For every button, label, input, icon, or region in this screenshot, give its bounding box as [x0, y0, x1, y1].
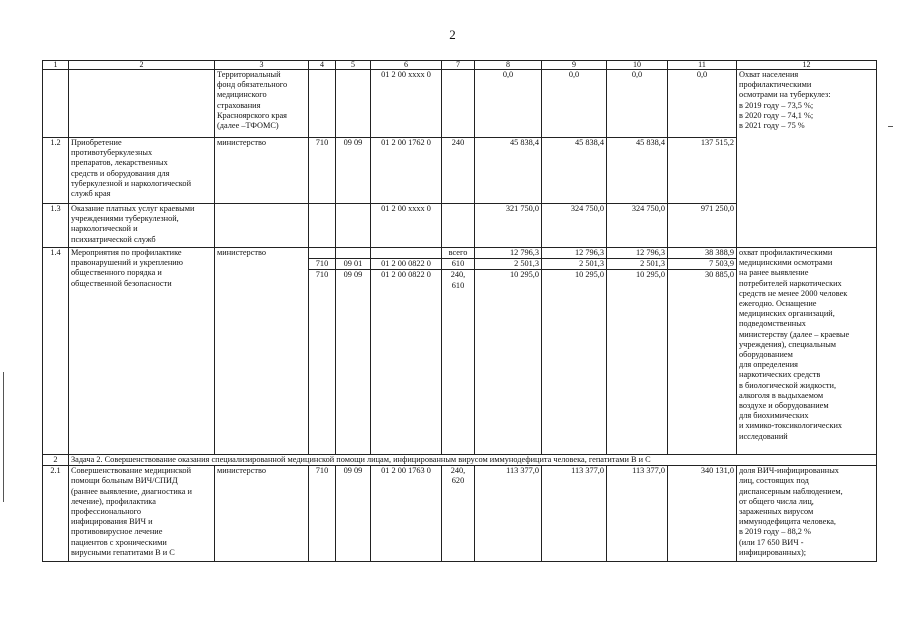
col-header: 8: [475, 61, 542, 70]
cell-total: 971 250,0: [668, 204, 737, 248]
col-header: 12: [737, 61, 877, 70]
cell-num: 2.1: [43, 466, 69, 562]
value-total: 38 388,9: [704, 248, 734, 257]
cell-csr: 01 2 00 1762 0: [371, 138, 442, 204]
value-b: 10 295,0: [607, 269, 667, 280]
cell-num: [43, 70, 69, 138]
cell-num: 1.4: [43, 248, 69, 455]
table-row: [43, 248, 877, 455]
vr-b: 240, 610: [442, 269, 474, 290]
cell-vr: [442, 70, 475, 138]
value-total: 12 796,3: [574, 248, 604, 257]
col-header: 5: [336, 61, 371, 70]
col-header: 2: [69, 61, 215, 70]
cell-2020: 324 750,0: [542, 204, 607, 248]
page-number: 2: [449, 27, 456, 42]
cell-2021: [607, 248, 668, 455]
cell-2021: 113 377,0: [607, 466, 668, 562]
cell-rzpr: [336, 204, 371, 248]
cell-2020: 113 377,0: [542, 466, 607, 562]
rzpr-a: 09 01: [336, 258, 370, 269]
cell-name: Совершенствование медицинской помощи больным ВИЧ/СПИД (раннее выявление, диагностика и лечение), профилактика профессионального инфицирования ВИЧ и противовирусное лечение пациентов с хроническими вирусными гепатитами В и С: [69, 466, 215, 562]
cell-grbs: 710: [309, 466, 336, 562]
cell-grbs: [309, 248, 336, 455]
col-header: 1: [43, 61, 69, 70]
cell-2019: 321 750,0: [475, 204, 542, 248]
cell-2020: 45 838,4: [542, 138, 607, 204]
table-row: [43, 70, 877, 138]
vr-total: всего: [448, 248, 468, 257]
col-header: 10: [607, 61, 668, 70]
cell-executor: Территориальный фонд обязательного медицинского страхования Красноярского края (далее –ТФОМС): [215, 70, 309, 138]
task-title: Задача 2. Совершенствование оказания специализированной медицинской помощи лицам, инфицированным вирусом иммунодефицита человека, гепатитами В и С: [69, 455, 877, 466]
cell-2019: 45 838,4: [475, 138, 542, 204]
value-b: 10 295,0: [475, 269, 541, 280]
col-header: 4: [309, 61, 336, 70]
cell-2021: 0,0: [607, 70, 668, 138]
left-edge-mark: [3, 372, 4, 502]
cell-rzpr: [336, 248, 371, 455]
csr-b: 01 2 00 0822 0: [371, 269, 441, 280]
cell-total: 0,0: [668, 70, 737, 138]
vr-a: 610: [442, 258, 474, 269]
grbs-b: 710: [309, 269, 335, 280]
value-a: 2 501,3: [542, 258, 606, 269]
cell-executor: министерство: [215, 466, 309, 562]
cell-vr: [442, 248, 475, 455]
cell-num: 2: [43, 455, 69, 466]
value-total: 12 796,3: [635, 248, 665, 257]
cell-2019: 0,0: [475, 70, 542, 138]
table-row: [43, 466, 877, 562]
cell-csr: 01 2 00 xxxx 0: [371, 204, 442, 248]
cell-num: 1.2: [43, 138, 69, 204]
cell-grbs: [309, 70, 336, 138]
grbs-a: 710: [309, 258, 335, 269]
cell-csr: 01 2 00 xxxx 0: [371, 70, 442, 138]
cell-total: 340 131,0: [668, 466, 737, 562]
value-b: 10 295,0: [542, 269, 606, 280]
value-a: 2 501,3: [607, 258, 667, 269]
cell-csr: [371, 248, 442, 455]
col-header: 6: [371, 61, 442, 70]
cell-rzpr: 09 09: [336, 466, 371, 562]
cell-name: Приобретение противотуберкулезных препаратов, лекарственных средств и оборудования для туберкулезной и наркологической служб края: [69, 138, 215, 204]
col-header: 11: [668, 61, 737, 70]
cell-executor: министерство: [215, 248, 309, 455]
cell-result: охват профилактическими медицинскими осмотрами на ранее выявление потребителей наркотических средств не менее 2000 человек ежегодно. Оснащение медицинских организаций, подведомственных министерству (далее – краевые учреждения), специальным оборудованием для определения наркотических средств в биологической жидкости, алкоголя в выдыхаемом воздухе и оборудованием для биохимических и химико-токсикологических исследований: [737, 248, 877, 455]
cell-name: Мероприятия по профилактике правонарушений и укреплению общественного порядка и общественной безопасности: [69, 248, 215, 455]
col-header: 3: [215, 61, 309, 70]
cell-2021: 324 750,0: [607, 204, 668, 248]
cell-vr: 240, 620: [442, 466, 475, 562]
task-row: [43, 455, 877, 466]
cell-total: 137 515,2: [668, 138, 737, 204]
col-header: 7: [442, 61, 475, 70]
right-edge-mark: [888, 126, 893, 127]
cell-2020: 0,0: [542, 70, 607, 138]
csr-a: 01 2 00 0822 0: [371, 258, 441, 269]
cell-2021: 45 838,4: [607, 138, 668, 204]
value-total: 12 796,3: [509, 248, 539, 257]
cell-2019: 113 377,0: [475, 466, 542, 562]
cell-grbs: [309, 204, 336, 248]
cell-rzpr: 09 09: [336, 138, 371, 204]
cell-total: [668, 248, 737, 455]
header-row: [43, 61, 877, 70]
col-header: 9: [542, 61, 607, 70]
value-a: 7 503,9: [668, 258, 736, 269]
cell-2019: [475, 248, 542, 455]
cell-vr: 240: [442, 138, 475, 204]
cell-csr: 01 2 00 1763 0: [371, 466, 442, 562]
program-table: [42, 60, 877, 562]
cell-grbs: 710: [309, 138, 336, 204]
cell-result: Охват населения профилактическими осмотрами на туберкулез: в 2019 году – 73,5 %; в 2020 году – 74,1 %; в 2021 году – 75 %: [737, 70, 877, 248]
cell-executor: [215, 204, 309, 248]
cell-vr: [442, 204, 475, 248]
cell-executor: министерство: [215, 138, 309, 204]
value-a: 2 501,3: [475, 258, 541, 269]
cell-2020: [542, 248, 607, 455]
cell-num: 1.3: [43, 204, 69, 248]
cell-name: [69, 70, 215, 138]
value-b: 30 885,0: [668, 269, 736, 280]
rzpr-b: 09 09: [336, 269, 370, 280]
cell-name: Оказание платных услуг краевыми учреждениями туберкулезной, наркологической и психиатрической служб: [69, 204, 215, 248]
cell-rzpr: [336, 70, 371, 138]
cell-result: доля ВИЧ-инфицированных лиц, состоящих под диспансерным наблюдением, от общего числа лиц, зараженных вирусом иммунодефицита человека, в 2019 году – 88,2 % (или 17 650 ВИЧ - инфицированных);: [737, 466, 877, 562]
